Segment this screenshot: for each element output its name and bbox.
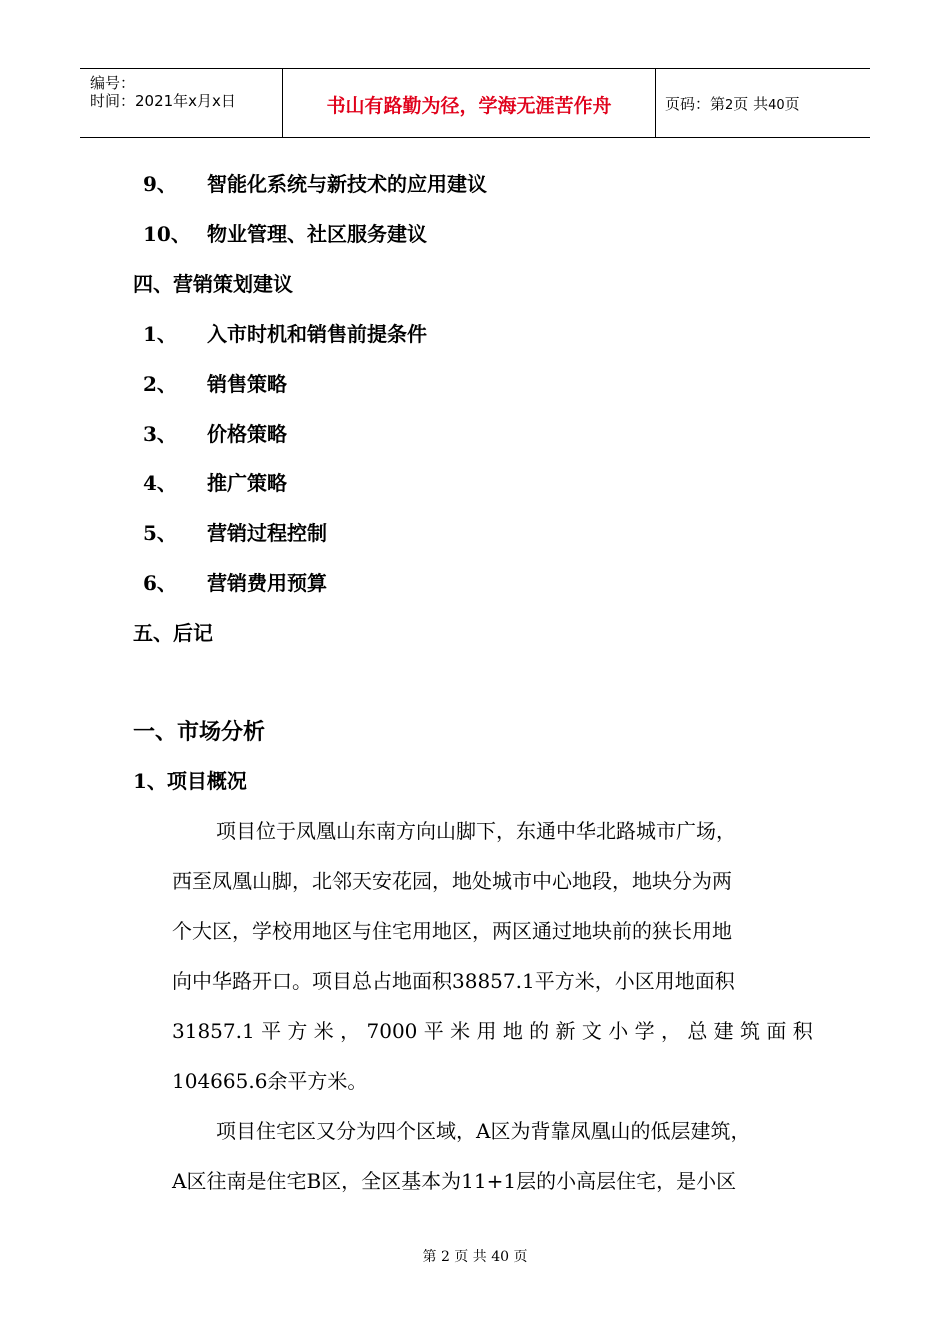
toc-item: 6、 营销费用预算 xyxy=(143,571,327,595)
paragraph-line: 个大区，学校用地区与住宅用地区，两区通过地块前的狭长用地 xyxy=(172,919,732,943)
header-page-current: 2 xyxy=(725,98,734,113)
toc-item: 5、 营销过程控制 xyxy=(143,521,327,545)
toc-section: 五、后记 xyxy=(133,621,213,645)
header-page-info: 页码：第2页 共40页 xyxy=(665,95,800,113)
paragraph-line: A区往南是住宅B区，全区基本为11+1层的小高层住宅，是小区 xyxy=(172,1169,737,1193)
toc-item: 1、 入市时机和销售前提条件 xyxy=(143,322,427,346)
paragraph-line: 西至凤凰山脚，北邻天安花园，地处城市中心地段，地块分为两 xyxy=(172,869,732,893)
header-page-cell xyxy=(655,69,870,137)
header-motto: 书山有路勤为径，学海无涯苦作舟 xyxy=(326,95,612,117)
toc-item: 9、 智能化系统与新技术的应用建议 xyxy=(143,172,487,196)
toc-item: 2、 销售策略 xyxy=(143,372,287,396)
toc-item: 3、 价格策略 xyxy=(143,422,287,446)
document-number-label: 编号： xyxy=(90,74,136,92)
paragraph-line: 项目位于凤凰山东南方向山脚下，东通中华北路城市广场， xyxy=(216,819,736,843)
paragraph-line: 向中华路开口。项目总占地面积38857.1平方米，小区用地面积 xyxy=(172,969,735,993)
toc-item: 10、 物业管理、社区服务建议 xyxy=(143,222,427,246)
body-paragraph xyxy=(172,1106,750,1206)
paragraph-line: 104665.6余平方米。 xyxy=(172,1069,368,1093)
paragraph-line: 项目住宅区又分为四个区域，A区为背靠凤凰山的低层建筑， xyxy=(216,1119,751,1143)
header-page-total: 40 xyxy=(768,98,785,113)
body-paragraph xyxy=(172,806,813,1106)
subsection-title: 1、项目概况 xyxy=(133,769,247,793)
section-title: 一、市场分析 xyxy=(133,719,266,745)
toc-item: 4、 推广策略 xyxy=(143,471,287,495)
paragraph-line: 31857.1 平 方 米 ， 7000 平 米 用 地 的 新 文 小 学 ， 总 建 筑 面 积 xyxy=(172,1019,813,1043)
toc-section: 四、营销策划建议 xyxy=(133,272,293,296)
document-time-label: 时间：2021年x月x日 xyxy=(90,92,236,110)
page-header xyxy=(80,68,870,138)
header-meta-cell xyxy=(80,69,282,137)
page-footer: 第 2 页 共 40 页 xyxy=(422,1249,528,1265)
header-motto-cell xyxy=(282,69,656,137)
